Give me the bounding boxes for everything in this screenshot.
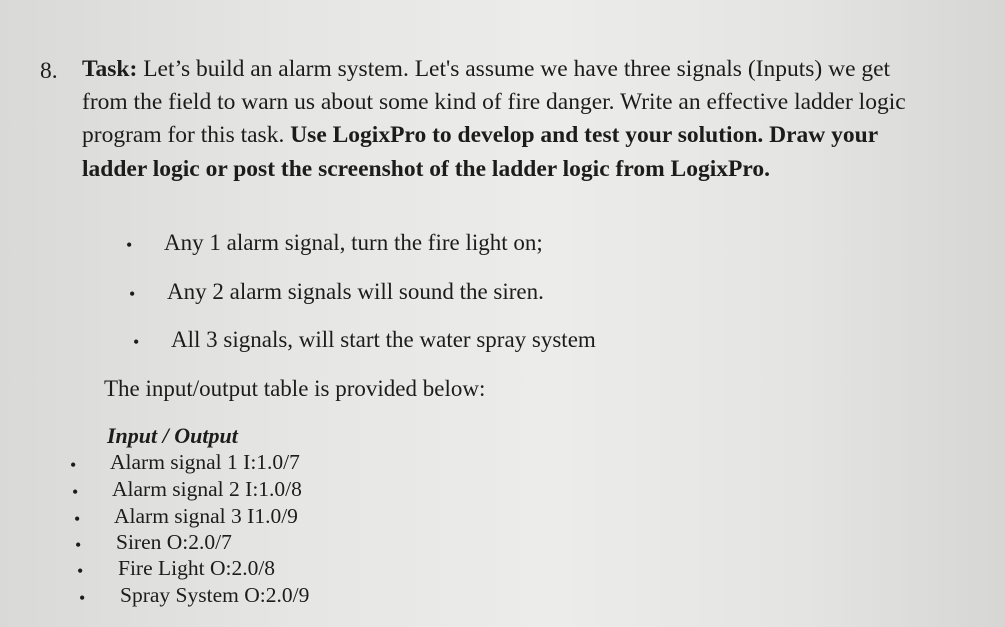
bullet-icon: • [126, 235, 133, 255]
bullet-icon: • [77, 561, 84, 581]
task-line-3 [82, 124, 878, 148]
requirement-item: All 3 signals, will start the water spray system [171, 327, 596, 352]
task-line-1-text: Let’s build an alarm system. Let's assume we have three signals (Inputs) we get [137, 56, 891, 82]
task-line-1 [82, 58, 890, 82]
task-label: Task: [82, 56, 138, 82]
bullet-icon: • [74, 509, 81, 529]
task-line-3-bold: Use LogixPro to develop and test your solution. Draw your [290, 122, 879, 148]
io-item: Alarm signal 2 I:1.0/8 [112, 477, 302, 501]
io-item: Alarm signal 1 I:1.0/7 [110, 450, 300, 474]
io-intro-text: The input/output table is provided below: [104, 376, 486, 401]
io-table-heading: Input / Output [107, 423, 238, 448]
bullet-icon: • [72, 482, 79, 502]
bullet-icon: • [75, 535, 82, 555]
io-item: Alarm signal 3 I1.0/9 [114, 504, 298, 528]
io-item: Siren O:2.0/7 [116, 530, 232, 554]
io-item: Spray System O:2.0/9 [120, 583, 310, 607]
bullet-icon: • [133, 332, 140, 352]
task-number: 8. [40, 58, 58, 84]
task-line-4: ladder logic or post the screenshot of the ladder logic from LogixPro. [82, 156, 770, 182]
io-item: Fire Light O:2.0/8 [118, 556, 276, 580]
bullet-icon: • [129, 284, 136, 304]
requirement-item: Any 2 alarm signals will sound the siren. [167, 279, 544, 304]
bullet-icon: • [70, 455, 77, 475]
bullet-icon: • [79, 588, 86, 608]
requirement-item: Any 1 alarm signal, turn the fire light on; [164, 230, 543, 255]
task-line-2: from the field to warn us about some kind of fire danger. Write an effective ladder logic [82, 89, 906, 115]
task-line-3-text: program for this task. [82, 122, 291, 148]
